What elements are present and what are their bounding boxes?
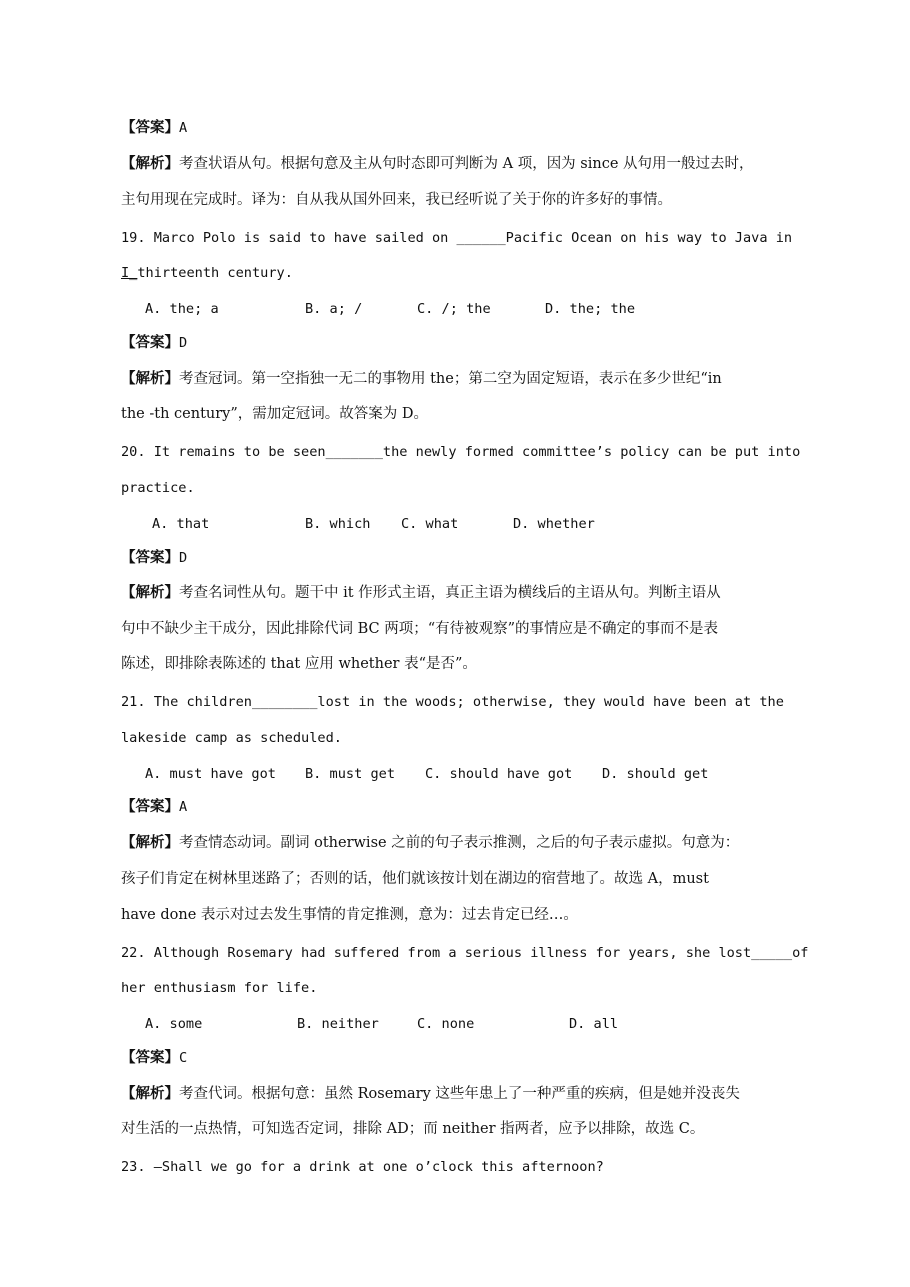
q20-analysis-line1: 【解析】考查名词性从句。题干中 it 作形式主语，真正主语为横线后的主语从句。判断主语从 (121, 584, 721, 601)
q20-option-b: B. which (305, 516, 371, 532)
q19-option-c: C. /; the (417, 301, 491, 317)
q21-stem-line1: 21. The children________lost in the woods; otherwise, they would have been at the (121, 694, 784, 710)
q22-stem-line1: 22. Although Rosemary had suffered from a serious illness for years, she lost_____of (121, 945, 809, 961)
q21-option-c: C. should have got (425, 766, 573, 782)
q22-option-d: D. all (569, 1016, 619, 1032)
q20-option-a: A. that (152, 516, 210, 532)
q20-answer: 【答案】D (121, 549, 188, 566)
q20-option-c: C. what (401, 516, 459, 532)
q19-analysis-line2: the -th century”，需加定冠词。故答案为 D。 (121, 406, 429, 422)
q21-option-b: B. must get (305, 766, 396, 782)
q19-stem-line1: 19. Marco Polo is said to have sailed on ______Pacific Ocean on his way to Java in (121, 230, 793, 246)
q21-option-a: A. must have got (145, 766, 276, 782)
q20-stem-line1: 20. It remains to be seen_______the newly formed committee’s policy can be put into (121, 444, 801, 460)
q18-analysis-line2: 主句用现在完成时。译为：自从我从国外回来，我已经听说了关于你的许多好的事情。 (121, 192, 672, 208)
q22-option-c: C. none (417, 1016, 475, 1032)
q19-option-b: B. a; / (305, 301, 363, 317)
q22-option-b: B. neither (297, 1016, 379, 1032)
q19-option-a: A. the; a (145, 301, 219, 317)
q21-analysis-line3: have done 表示对过去发生事情的肯定推测，意为：过去肯定已经…。 (121, 907, 578, 923)
q19-option-d: D. the; the (545, 301, 636, 317)
q20-option-d: D. whether (513, 516, 595, 532)
q21-analysis-line1: 【解析】考查情态动词。副词 otherwise 之前的句子表示推测，之后的句子表示虚拟。句意为： (121, 834, 740, 851)
q23-stem-line1: 23. –Shall we go for a drink at one o’clock this afternoon? (121, 1159, 604, 1175)
q22-stem-line2: her enthusiasm for life. (121, 980, 318, 996)
q18-analysis-line1: 【解析】考查状语从句。根据句意及主从句时态即可判断为 A 项，因为 since 从句用一般过去时， (121, 155, 754, 172)
q18-answer: 【答案】A (121, 119, 188, 136)
q21-answer: 【答案】A (121, 798, 188, 815)
q20-analysis-line3: 陈述，即排除表陈述的 that 应用 whether 表“是否”。 (121, 656, 477, 672)
q21-option-d: D. should get (602, 766, 709, 782)
q21-analysis-line2: 孩子们肯定在树林里迷路了；否则的话，他们就该按计划在湖边的宿营地了。故选 A，must (121, 871, 709, 887)
q22-analysis-line1: 【解析】考查代词。根据句意：虽然 Rosemary 这些年患上了一种严重的疾病，但是她并没丧失 (121, 1085, 740, 1102)
q20-stem-line2: practice. (121, 480, 195, 496)
q19-stem-line2: I_thirteenth century. (121, 265, 293, 281)
q19-answer: 【答案】D (121, 334, 188, 351)
q20-analysis-line2: 句中不缺少主干成分，因此排除代词 BC 两项；“有待被观察”的事情应是不确定的事而不是表 (121, 621, 719, 637)
q19-analysis-line1: 【解析】考查冠词。第一空指独一无二的事物用 the；第二空为固定短语，表示在多少世纪“in (121, 370, 722, 387)
q22-analysis-line2: 对生活的一点热情，可知选否定词，排除 AD；而 neither 指两者，应予以排除，故选 C。 (121, 1121, 705, 1137)
q22-answer: 【答案】C (121, 1049, 188, 1066)
q21-stem-line2: lakeside camp as scheduled. (121, 730, 342, 746)
q22-option-a: A. some (145, 1016, 203, 1032)
